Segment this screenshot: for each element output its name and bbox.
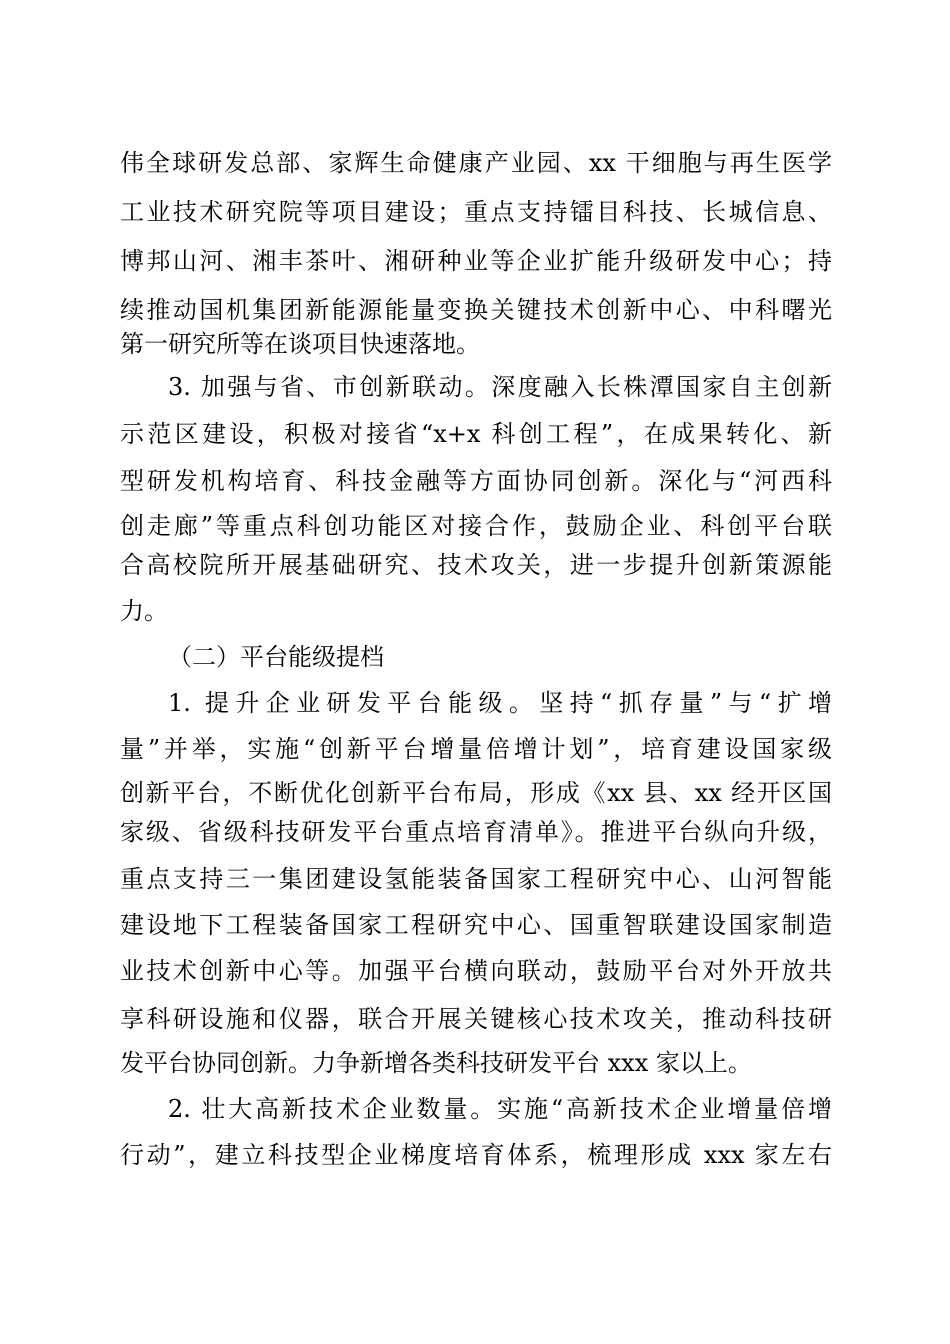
body-text-line: 家级、省级科技研发平台重点培育清单》。推进平台纵向升级， [120, 818, 832, 846]
body-text-line: 行动”，建立科技型企业梯度培育体系，梳理形成 xxx 家左右 [120, 1141, 832, 1169]
body-text-line: 创新平台，不断优化创新平台布局，形成《xx 县、xx 经开区国 [120, 779, 832, 807]
body-text-line: 建设地下工程装备国家工程研究中心、国重智联建设国家制造 [120, 911, 832, 939]
body-text-line: 创走廊”等重点科创功能区对接合作，鼓励企业、科创平台联 [120, 512, 832, 540]
body-text-line: 重点支持三一集团建设氢能装备国家工程研究中心、山河智能 [120, 865, 832, 893]
body-text-line: 工业技术研究院等项目建设；重点支持镭目科技、长城信息、 [120, 198, 832, 226]
body-text-line: 博邦山河、湘丰茶叶、湘研种业等企业扩能升级研发中心；持 [120, 247, 832, 275]
body-text-line: 力。 [120, 597, 168, 625]
section-heading: （二）平台能级提档 [168, 643, 384, 671]
body-text-line: 享科研设施和仪器，联合开展关键核心技术攻关，推动科技研 [120, 1005, 832, 1033]
body-text-line: 3. 加强与省、市创新联动。深度融入长株潭国家自主创新 [168, 373, 832, 401]
body-text-line: 续推动国机集团新能源能量变换关键技术创新中心、中科曙光 [120, 296, 832, 324]
body-text-line: 伟全球研发总部、家辉生命健康产业园、xx 干细胞与再生医学 [120, 149, 832, 177]
body-text-line: 量”并举，实施“创新平台增量倍增计划”，培育建设国家级 [120, 735, 832, 763]
body-text-line: 发平台协同创新。力争新增各类科技研发平台 xxx 家以上。 [120, 1049, 752, 1077]
body-text-line: 合高校院所开展基础研究、技术攻关，进一步提升创新策源能 [120, 551, 832, 579]
body-text-line: 第一研究所等在谈项目快速落地。 [120, 330, 480, 358]
body-text-line: 业技术创新中心等。加强平台横向联动，鼓励平台对外开放共 [120, 957, 832, 985]
body-text-line: 示范区建设，积极对接省“x+x 科创工程”，在成果转化、新 [120, 420, 832, 448]
body-text-line: 1. 提升企业研发平台能级。坚持“抓存量”与“扩增 [168, 689, 832, 717]
body-text-line: 2. 壮大高新技术企业数量。实施“高新技术企业增量倍增 [168, 1095, 832, 1123]
body-text-line: 型研发机构培育、科技金融等方面协同创新。深化与“河西科 [120, 467, 832, 495]
